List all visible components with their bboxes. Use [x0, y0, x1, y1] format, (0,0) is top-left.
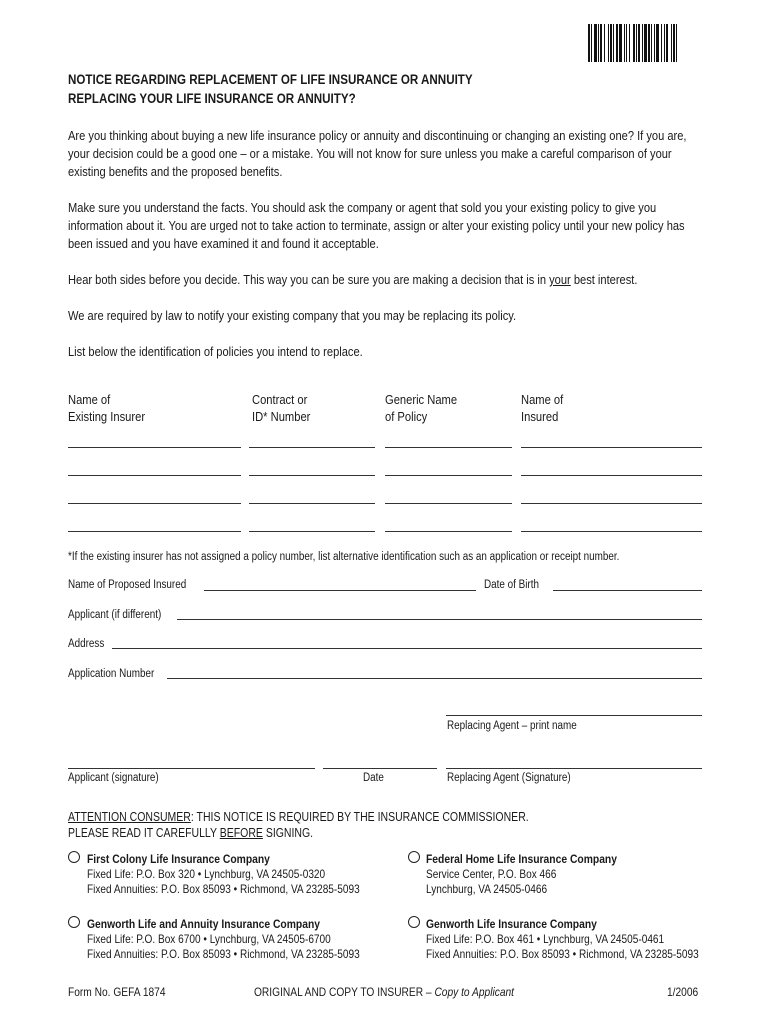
footnote: *If the existing insurer has not assigned a policy number, list alternative identification such as an application or receipt number. [68, 551, 620, 563]
replacing-agent-print-label: Replacing Agent – print name [447, 720, 577, 732]
row1-generic-field[interactable] [385, 447, 512, 448]
col-header-contract-id [252, 391, 310, 425]
company-address-line: Service Center, P.O. Box 466 [426, 867, 557, 881]
first-colony-details [87, 852, 412, 897]
p3-underlined: your [549, 272, 571, 287]
row4-contract-field[interactable] [249, 531, 375, 532]
attention-notice [68, 809, 529, 841]
date-of-birth-label: Date of Birth [484, 579, 539, 591]
col-header-generic-name [385, 391, 457, 425]
row4-insurer-field[interactable] [68, 531, 241, 532]
col2-line1: Contract or [252, 392, 308, 407]
row1-insurer-field[interactable] [68, 447, 241, 448]
col3-line1: Generic Name [385, 392, 458, 407]
attention-label: ATTENTION CONSUMER [68, 810, 191, 824]
applicant-label: Applicant (if different) [68, 609, 162, 621]
law-paragraph: We are required by law to notify your existing company that you may be replacing its policy. [68, 308, 517, 323]
form-number: Form No. GEFA 1874 [68, 985, 166, 999]
first-colony-radio[interactable] [68, 851, 80, 863]
row3-insurer-field[interactable] [68, 503, 241, 504]
date-field[interactable] [323, 768, 437, 769]
date-of-birth-field[interactable] [553, 590, 702, 591]
proposed-insured-field[interactable] [204, 590, 476, 591]
title-line-1: NOTICE REGARDING REPLACEMENT OF LIFE INSURANCE OR ANNUITY [68, 72, 473, 87]
company-address-line: Fixed Annuities: P.O. Box 85093 • Richmond, VA 23285-5093 [426, 947, 699, 961]
attention-line-2 [68, 825, 529, 841]
row1-insured-field[interactable] [521, 447, 702, 448]
address-label: Address [68, 638, 105, 650]
applicant-signature-field[interactable] [68, 768, 315, 769]
intro-paragraph: Are you thinking about buying a new life insurance policy or annuity and discontinuing or changing an existing one? If you are, your decision could be a good one – or a mistake. You will not know for sure unless you make a careful comparison of your existing benefits and the proposed benefits. [68, 128, 687, 179]
copy-instruction-italic: Copy to Applicant [434, 985, 515, 999]
row1-contract-field[interactable] [249, 447, 375, 448]
company-address-line: Fixed Annuities: P.O. Box 85093 • Richmond, VA 23285-5093 [87, 947, 360, 961]
replacing-agent-signature-field[interactable] [446, 768, 702, 769]
col3-line2: of Policy [385, 409, 428, 424]
attention-line1-text: : THIS NOTICE IS REQUIRED BY THE INSURANCE COMMISSIONER. [190, 810, 529, 824]
row3-insured-field[interactable] [521, 503, 702, 504]
attention-line-1 [68, 809, 529, 825]
replacing-agent-print-field[interactable] [446, 715, 702, 716]
genworth-life-annuity-radio[interactable] [68, 916, 80, 928]
company-address-line: Lynchburg, VA 24505-0466 [426, 882, 548, 896]
col4-line2: Insured [521, 409, 559, 424]
federal-home-details [426, 852, 648, 897]
company-name: Genworth Life and Annuity Insurance Company [87, 917, 320, 931]
list-instruction: List below the identification of policies you intend to replace. [68, 344, 363, 359]
federal-home-radio[interactable] [408, 851, 420, 863]
company-address-line: Fixed Life: P.O. Box 461 • Lynchburg, VA 24505-0461 [426, 932, 665, 946]
applicant-field[interactable] [177, 619, 702, 620]
attention-before-underlined: BEFORE [219, 826, 263, 840]
genworth-life-radio[interactable] [408, 916, 420, 928]
row4-generic-field[interactable] [385, 531, 512, 532]
genworth-life-details [426, 917, 751, 962]
p3-text: Hear both sides before you decide. This way you can be sure you are making a decision that is in [68, 272, 550, 287]
form-date: 1/2006 [667, 985, 699, 999]
row2-generic-field[interactable] [385, 475, 512, 476]
applicant-signature-label: Applicant (signature) [68, 772, 159, 784]
row2-insured-field[interactable] [521, 475, 702, 476]
date-label: Date [363, 772, 384, 784]
copy-instruction-main: ORIGINAL AND COPY TO INSURER – [254, 985, 435, 999]
row4-insured-field[interactable] [521, 531, 702, 532]
col-header-insured [521, 391, 563, 425]
both-sides-paragraph [68, 271, 701, 289]
row2-insurer-field[interactable] [68, 475, 241, 476]
company-address-line: Fixed Annuities: P.O. Box 85093 • Richmond, VA 23285-5093 [87, 882, 360, 896]
page-title [68, 70, 473, 108]
genworth-life-annuity-details [87, 917, 412, 962]
row3-contract-field[interactable] [249, 503, 375, 504]
application-number-field[interactable] [167, 678, 702, 679]
col-header-existing-insurer [68, 391, 145, 425]
company-name: Genworth Life Insurance Company [426, 917, 597, 931]
proposed-insured-label: Name of Proposed Insured [68, 579, 187, 591]
row3-generic-field[interactable] [385, 503, 512, 504]
company-name: First Colony Life Insurance Company [87, 852, 270, 866]
p3-text-end: best interest. [570, 272, 638, 287]
facts-paragraph: Make sure you understand the facts. You should ask the company or agent that sold you your existing policy to give you information about it. You are urged not to take action to terminate, assign or alter your existing policy until your new policy has been issued and you have examined it and found it acceptable. [68, 200, 685, 251]
attention-line2-end: SIGNING. [262, 826, 314, 840]
col1-line2: Existing Insurer [68, 409, 146, 424]
attention-line2-text: PLEASE READ IT CAREFULLY [68, 826, 220, 840]
barcode [588, 24, 742, 62]
company-name: Federal Home Life Insurance Company [426, 852, 617, 866]
col2-line2: ID* Number [252, 409, 311, 424]
copy-instruction [254, 985, 514, 1000]
title-line-2: REPLACING YOUR LIFE INSURANCE OR ANNUITY? [68, 91, 356, 106]
barcode-bar [677, 24, 679, 62]
col1-line1: Name of [68, 392, 111, 407]
company-address-line: Fixed Life: P.O. Box 6700 • Lynchburg, VA 24505-6700 [87, 932, 331, 946]
company-address-line: Fixed Life: P.O. Box 320 • Lynchburg, VA 24505-0320 [87, 867, 326, 881]
col4-line1: Name of [521, 392, 564, 407]
application-number-label: Application Number [68, 668, 155, 680]
address-field[interactable] [112, 648, 702, 649]
replacing-agent-signature-label: Replacing Agent (Signature) [447, 772, 571, 784]
row2-contract-field[interactable] [249, 475, 375, 476]
